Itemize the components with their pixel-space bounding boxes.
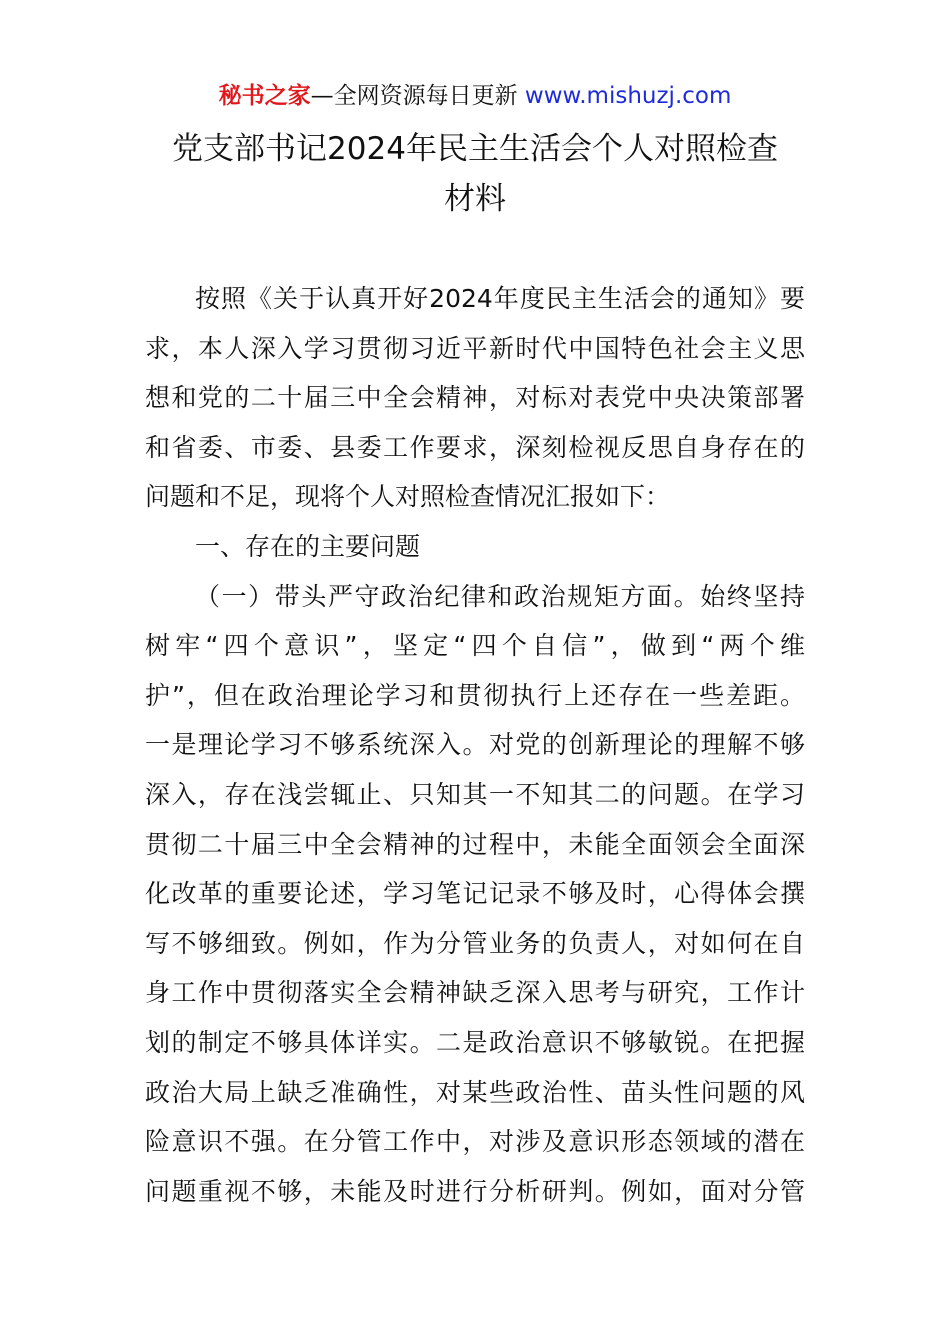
body-line: 险意识不强。在分管工作中，对涉及意识形态领域的潜在	[145, 1127, 805, 1157]
body-line: 问题重视不够，未能及时进行分析研判。例如，面对分管	[145, 1176, 805, 1206]
site-url: www.mishuzj.com	[524, 83, 732, 109]
document-body	[145, 274, 805, 1216]
document-title	[145, 124, 805, 224]
brand-tagline: —全网资源每日更新	[310, 83, 518, 109]
body-line: 一是理论学习不够系统深入。对党的创新理论的理解不够	[145, 730, 805, 760]
body-line: 按照《关于认真开好2024年度民主生活会的通知》要	[195, 284, 805, 313]
body-line: 和省委、市委、县委工作要求，深刻检视反思自身存在的	[145, 432, 805, 462]
section-heading: 一、存在的主要问题	[195, 531, 421, 561]
title-line: 党支部书记2024年民主生活会个人对照检查	[172, 131, 778, 167]
body-line: 写不够细致。例如，作为分管业务的负责人，对如何在自	[145, 928, 805, 958]
body-line: 问题和不足，现将个人对照检查情况汇报如下：	[145, 482, 671, 512]
brand-name: 秘书之家	[218, 83, 311, 109]
body-line: 化改革的重要论述，学习笔记记录不够及时，心得体会撰	[145, 879, 805, 909]
body-line: 护”，但在政治理论学习和贯彻执行上还存在一些差距。	[145, 680, 805, 710]
body-line: 政治大局上缺乏准确性，对某些政治性、苗头性问题的风	[145, 1077, 805, 1107]
body-line: 深入，存在浅尝辄止、只知其一不知其二的问题。在学习	[145, 779, 805, 809]
body-line: （一）带头严守政治纪律和政治规矩方面。始终坚持	[195, 581, 805, 611]
body-line: 身工作中贯彻落实全会精神缺乏深入思考与研究，工作计	[145, 978, 805, 1008]
body-line: 划的制定不够具体详实。二是政治意识不够敏锐。在把握	[145, 1027, 805, 1057]
body-line: 树牢“四个意识”，坚定“四个自信”，做到“两个维	[145, 631, 805, 661]
title-line: 材料	[444, 181, 506, 217]
body-line: 求，本人深入学习贯彻习近平新时代中国特色社会主义思	[145, 333, 805, 363]
body-line: 想和党的二十届三中全会精神，对标对表党中央决策部署	[145, 383, 805, 413]
body-line: 贯彻二十届三中全会精神的过程中，未能全面领会全面深	[145, 829, 805, 859]
watermark-header	[0, 80, 950, 112]
